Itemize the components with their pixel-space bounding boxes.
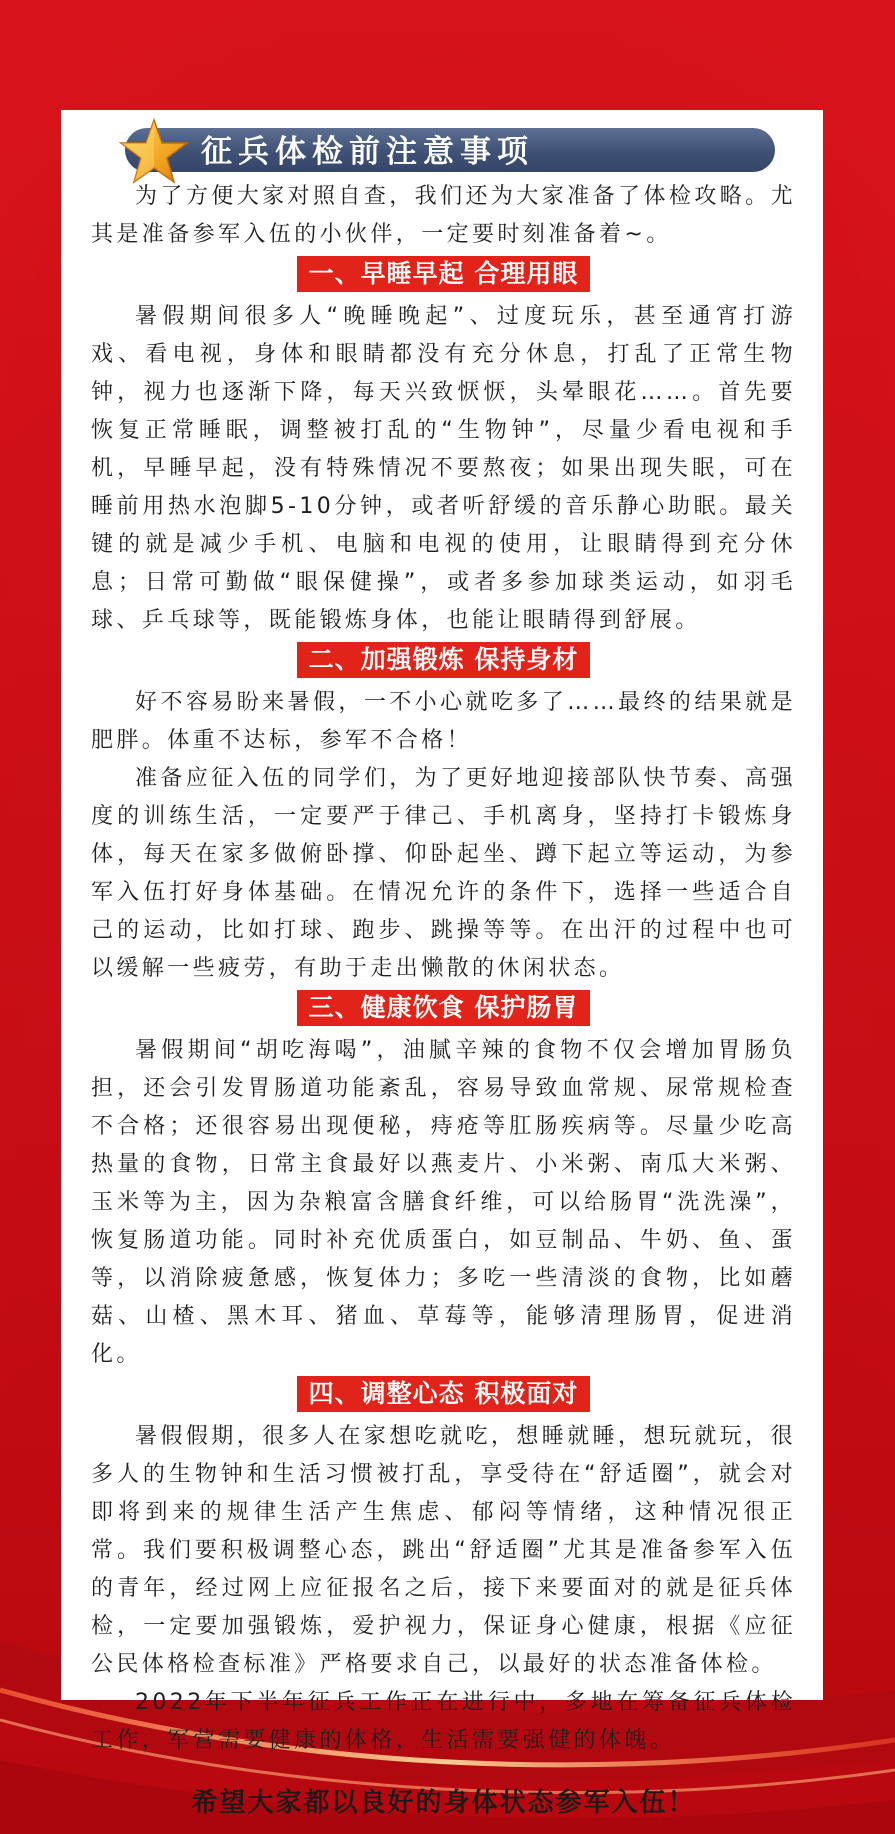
section-paragraph: 准备应征入伍的同学们，为了更好地迎接部队快节奏、高强度的训练生活，一定要严于律己、手机离身，坚持打卡锻炼身体，每天在家多做俯卧撑、仰卧起坐、蹲下起立等运动，为参军入伍打好身体基础。在情况允许的条件下，选择一些适合自己的运动，比如打球、跑步、跳操等等。在出汗的过程中也可以缓解一些疲劳，有助于走出懒散的休闲状态。 [91, 766, 796, 981]
section-heading-wrap [91, 642, 796, 682]
section-heading: 三、健康饮食 保护肠胃 [297, 990, 591, 1026]
section-heading-wrap [91, 990, 796, 1030]
star-icon [119, 118, 189, 186]
section-paragraph: 暑假期间很多人“晚睡晚起”、过度玩乐，甚至通宵打游戏、看电视，身体和眼睛都没有充分休息，打乱了正常生物钟，视力也逐渐下降，每天兴致恹恹，头晕眼花……。首先要恢复正常睡眠，调整被打乱的“生物钟”，尽量少看电视和手机，早睡早起，没有特殊情况不要熬夜；如果出现失眠，可在睡前用热水泡脚5-10分钟，或者听舒缓的音乐静心助眠。最关键的就是减少手机、电脑和电视的使用，让眼睛得到充分休息；日常可勤做“眼保健操”，或者多参加球类运动，如羽毛球、乒乓球等，既能锻炼身体，也能让眼睛得到舒展。 [91, 304, 796, 633]
section-heading-wrap [91, 256, 796, 296]
article-body [91, 178, 796, 1819]
closing-slogan: 希望大家都以良好的身体状态参军入伍！ [191, 1788, 696, 1818]
section-heading-wrap [91, 1376, 796, 1416]
section-paragraph: 好不容易盼来暑假，一不小心就吃多了……最终的结果就是肥胖。体重不达标，参军不合格！ [91, 690, 796, 753]
section-heading: 四、调整心态 积极面对 [297, 1376, 591, 1412]
section-heading: 二、加强锻炼 保持身材 [297, 642, 591, 678]
intro-paragraph: 为了方便大家对照自查，我们还为大家准备了体检攻略。尤其是准备参军入伍的小伙伴，一定要时刻准备着~。 [91, 184, 796, 247]
section-paragraph: 暑假假期，很多人在家想吃就吃，想睡就睡，想玩就玩，很多人的生物钟和生活习惯被打乱，享受待在“舒适圈”，就会对即将到来的规律生活产生焦虑、郁闷等情绪，这种情况很正常。我们要积极调整心态，跳出“舒适圈”尤其是准备参军入伍的青年，经过网上应征报名之后，接下来要面对的就是征兵体检，一定要加强锻炼，爱护视力，保证身心健康，根据《应征公民体格检查标准》严格要求自己，以最好的状态准备体检。 [91, 1424, 796, 1677]
section-paragraph: 2022年下半年征兵工作正在进行中，多地在筹备征兵体检工作，军营需要健康的体格，生活需要强健的体魄。 [91, 1690, 796, 1753]
page-title: 征兵体检前注意事项 [201, 134, 534, 170]
notice-card [61, 110, 823, 1818]
section-paragraph: 暑假期间“胡吃海喝”，油腻辛辣的食物不仅会增加胃肠负担，还会引发胃肠道功能紊乱，容易导致血常规、尿常规检查不合格；还很容易出现便秘，痔疮等肛肠疾病等。尽量少吃高热量的食物，日常主食最好以燕麦片、小米粥、南瓜大米粥、玉米等为主，因为杂粮富含膳食纤维，可以给肠胃“洗洗澡”，恢复肠道功能。同时补充优质蛋白，如豆制品、牛奶、鱼、蛋等，以消除疲惫感，恢复体力；多吃一些清淡的食物，比如蘑菇、山楂、黑木耳、猪血、草莓等，能够清理肠胃，促进消化。 [91, 1038, 796, 1367]
section-heading: 一、早睡早起 合理用眼 [297, 256, 591, 292]
